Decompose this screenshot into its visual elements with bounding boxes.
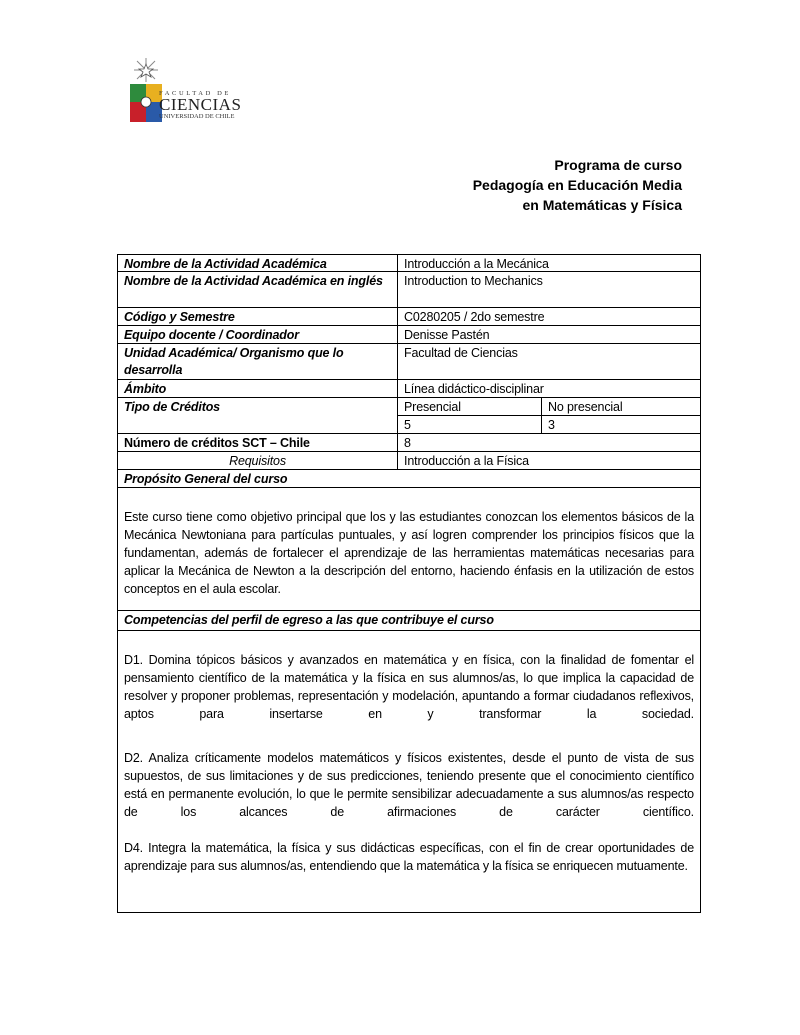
row-label: Requisitos bbox=[118, 452, 398, 469]
page-heading bbox=[473, 155, 682, 215]
competencias-label: Competencias del perfil de egreso a las que contribuye el curso bbox=[124, 613, 494, 627]
table-row bbox=[118, 326, 700, 344]
row-label: Unidad Académica/ Organismo que lo desarrolla bbox=[118, 344, 398, 379]
row-label: Código y Semestre bbox=[118, 308, 398, 325]
logo-line-3: UNIVERSIDAD DE CHILE bbox=[159, 113, 235, 120]
table-row bbox=[118, 272, 700, 308]
presencial-header: Presencial bbox=[398, 398, 542, 416]
table-row bbox=[118, 380, 700, 398]
credit-type-row bbox=[118, 398, 700, 434]
row-value: Introduction to Mechanics bbox=[404, 274, 543, 288]
proposito-section bbox=[118, 488, 700, 611]
row-label: Tipo de Créditos bbox=[118, 398, 398, 433]
heading-line-3: en Matemáticas y Física bbox=[522, 197, 682, 213]
row-value: Línea didáctico-disciplinar bbox=[404, 382, 544, 396]
table-row bbox=[118, 452, 700, 470]
row-value: Denisse Pastén bbox=[404, 328, 490, 342]
row-label: Número de créditos SCT – Chile bbox=[118, 434, 398, 451]
row-label: Ámbito bbox=[118, 380, 398, 397]
competencia-d2: D2. Analiza críticamente modelos matemáticos y físicos existentes, desde el punto de vista de sus supuestos, de sus limitaciones y de sus predicciones, teniendo presente que el conocimiento científico está en permanente evolución, lo que le permite sensibilizar adecuadamente a sus alumnos/as respecto de los alcances de afirmaciones de carácter científico. bbox=[124, 751, 694, 819]
table-row bbox=[118, 344, 700, 380]
row-value: 8 bbox=[404, 436, 411, 450]
row-label: Equipo docente / Coordinador bbox=[118, 326, 398, 343]
logo-line-2: CIENCIAS bbox=[159, 95, 242, 114]
course-info-table bbox=[117, 254, 701, 913]
presencial-value: 5 bbox=[398, 416, 542, 433]
proposito-text: Este curso tiene como objetivo principal que los y las estudiantes conozcan los elementos básicos de la Mecánica Newtoniana para partículas puntuales, y así logren comprender los principios físicos que la fundamentan, además de fortalecer el aprendizaje de las herramientas matemáticas necesarias para aplicar la Mecánica de Newton a la descripción del entorno, haciendo énfasis en la utilización de estos conceptos en el aula escolar. bbox=[124, 510, 694, 596]
table-row bbox=[118, 434, 700, 452]
row-value: Introducción a la Física bbox=[404, 454, 529, 468]
row-value: Introducción a la Mecánica bbox=[404, 257, 549, 271]
row-label: Nombre de la Actividad Académica bbox=[118, 255, 398, 271]
competencia-d1: D1. Domina tópicos básicos y avanzados en matemática y en física, con la finalidad de fomentar el pensamiento científico de la matemática y la física en sus alumnos/as, lo que implica la capacidad de resolver y proponer problemas, representación y modelación, apuntando a formar ciudadanos reflexivos, aptos para insertarse en y transformar la sociedad. bbox=[124, 653, 694, 721]
no-presencial-value: 3 bbox=[548, 418, 555, 432]
heading-line-2: Pedagogía en Educación Media bbox=[472, 177, 682, 193]
row-value: C0280205 / 2do semestre bbox=[404, 310, 545, 324]
proposito-label: Propósito General del curso bbox=[124, 472, 288, 486]
table-row bbox=[118, 308, 700, 326]
competencias-section bbox=[118, 631, 700, 912]
competencia-d4: D4. Integra la matemática, la física y sus didácticas específicas, con el fin de crear oportunidades de aprendizaje para sus alumnos/as, entendiendo que la matemática y la física se enriquecen mutuamente. bbox=[124, 841, 694, 873]
section-header bbox=[118, 470, 700, 488]
logo-text bbox=[159, 90, 241, 120]
table-row bbox=[118, 255, 700, 272]
section-header bbox=[118, 611, 700, 631]
row-value: Facultad de Ciencias bbox=[404, 346, 518, 360]
row-label: Nombre de la Actividad Académica en inglés bbox=[118, 272, 398, 307]
no-presencial-header: No presencial bbox=[542, 398, 700, 416]
logo-line-1: FACULTAD DE bbox=[159, 90, 231, 97]
heading-line-1: Programa de curso bbox=[554, 157, 682, 173]
